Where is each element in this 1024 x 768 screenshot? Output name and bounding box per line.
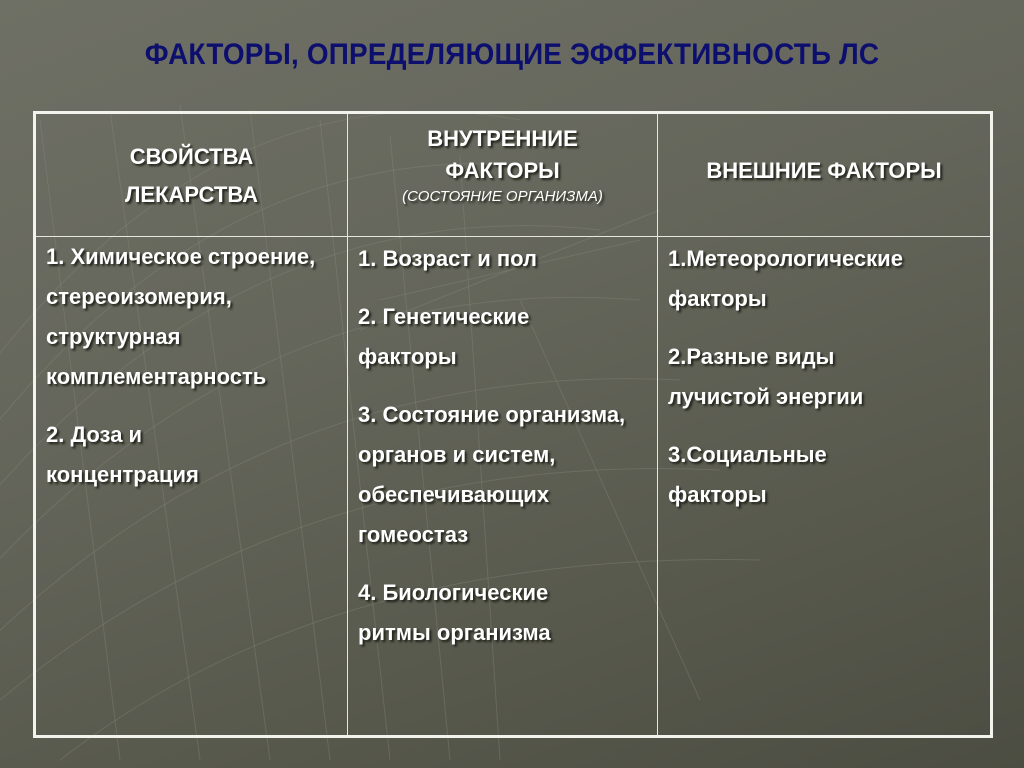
header-drug-properties bbox=[35, 113, 348, 237]
cell-external-factors bbox=[658, 237, 992, 737]
slide-title: ФАКТОРЫ, ОПРЕДЕЛЯЮЩИЕ ЭФФЕКТИВНОСТЬ ЛС bbox=[144, 38, 880, 71]
header-line: ЛЕКАРСТВА bbox=[124, 182, 258, 207]
list-item: 1. Химическое строение, стереоизомерия, структурная комплементарность bbox=[46, 244, 316, 389]
table-body-row bbox=[35, 237, 992, 737]
list-item: 1.Метеорологические факторы bbox=[668, 246, 903, 311]
list-item: 2. Генетические факторы bbox=[358, 304, 530, 369]
list-item: 2.Разные виды лучистой энергии bbox=[668, 344, 864, 409]
list-item: 1. Возраст и пол bbox=[358, 246, 538, 271]
list-item: 2. Доза и концентрация bbox=[46, 422, 199, 487]
header-external-factors bbox=[658, 113, 992, 237]
cell-drug-properties bbox=[35, 237, 348, 737]
header-line: ВНЕШНИЕ ФАКТОРЫ bbox=[706, 158, 942, 183]
header-line: ВНУТРЕННИЕ bbox=[427, 126, 578, 151]
header-subtitle: (СОСТОЯНИЕ ОРГАНИЗМА) bbox=[402, 188, 603, 205]
header-internal-factors bbox=[348, 113, 658, 237]
cell-internal-factors bbox=[348, 237, 658, 737]
list-item: 3. Состояние организма, органов и систем, обеспечивающих гомеостаз bbox=[358, 402, 626, 547]
header-line: СВОЙСТВА bbox=[129, 144, 254, 169]
list-item: 3.Социальные факторы bbox=[668, 442, 827, 507]
list-item: 4. Биологические ритмы организма bbox=[358, 580, 551, 645]
header-line: ФАКТОРЫ bbox=[445, 158, 560, 183]
factors-table bbox=[33, 111, 993, 738]
table-header-row bbox=[35, 113, 992, 237]
